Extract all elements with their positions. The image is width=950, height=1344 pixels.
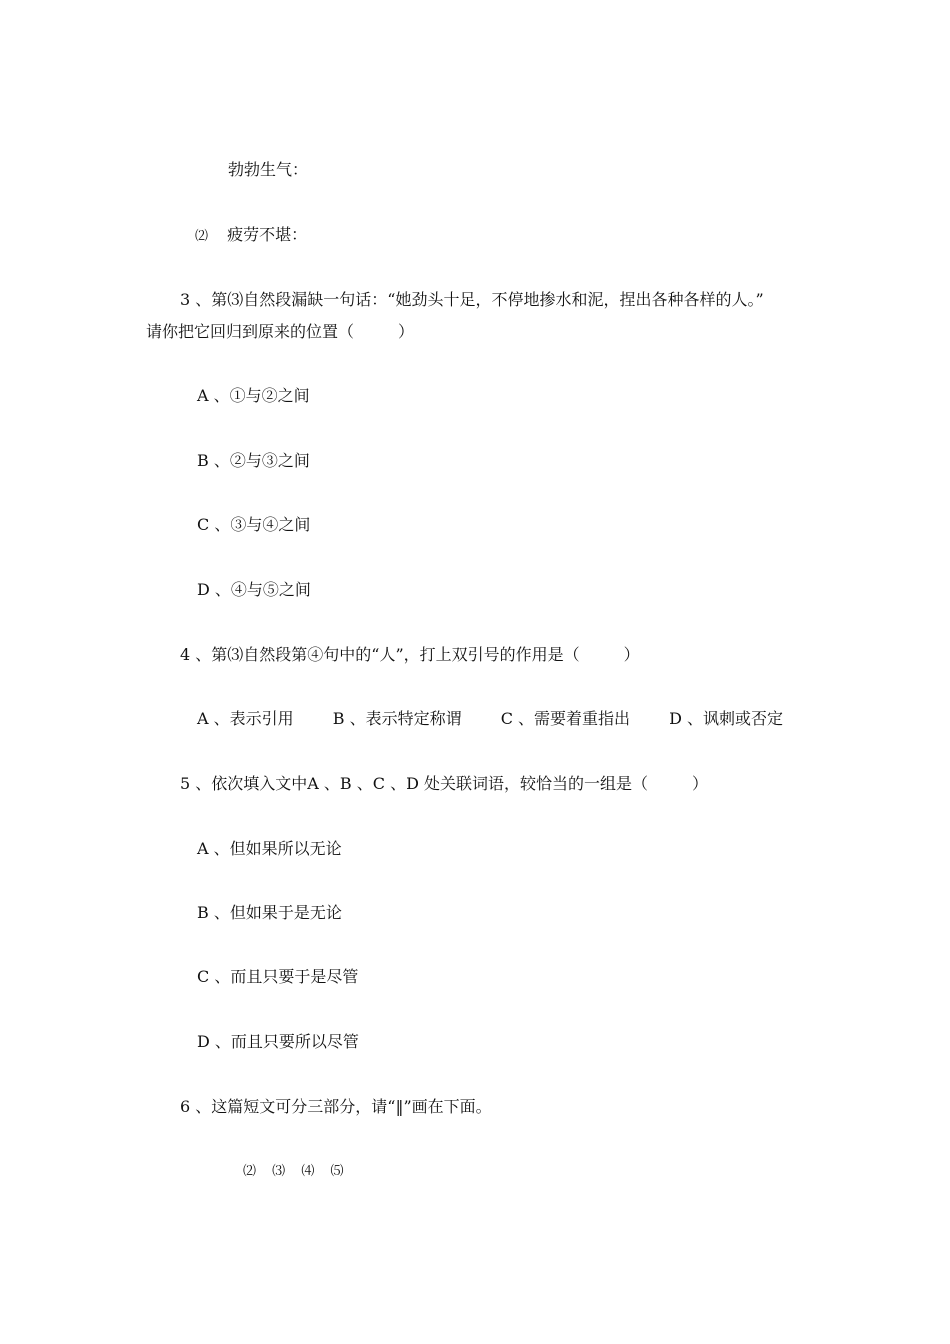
paragraph-marker-4: ⑷	[301, 1164, 315, 1179]
question-4-option-b: B 、表示特定称谓	[332, 709, 462, 728]
question-3-option-d: D 、④与⑤之间	[197, 580, 311, 599]
paragraph-marker-2: ⑵	[243, 1164, 257, 1179]
item-tired-number: ⑵	[195, 229, 209, 244]
question-4-prompt: 4 、第⑶自然段第④句中的“人”，打上双引号的作用是（	[180, 645, 580, 664]
question-5	[180, 774, 708, 794]
question-3-close: ）	[398, 322, 415, 341]
item-tired	[195, 225, 307, 247]
question-4-option-c: C 、需要着重指出	[500, 709, 631, 728]
question-3-line-1: 3 、第⑶自然段漏缺一句话：“她劲头十足，不停地掺水和泥，捏出各种各样的人。”	[180, 290, 764, 309]
item-tired-label: 疲劳不堪：	[227, 225, 308, 244]
question-5-option-c: C 、而且只要于是尽管	[197, 967, 359, 986]
item-vibrant: 勃勃生气：	[228, 160, 309, 179]
question-6: 6 、这篇短文可分三部分，请“‖”画在下面。	[180, 1097, 492, 1116]
question-4-close: ）	[623, 645, 640, 664]
question-5-option-a: A 、但如果所以无论	[197, 839, 342, 858]
question-3-line-2	[146, 322, 414, 342]
paragraph-marker-3: ⑶	[272, 1164, 286, 1179]
question-4-option-d: D 、讽刺或否定	[669, 709, 784, 728]
paragraph-marker-5: ⑸	[330, 1164, 344, 1179]
question-3-option-c: C 、③与④之间	[197, 515, 311, 534]
question-4	[180, 645, 640, 665]
question-5-prompt: 5 、依次填入文中A 、B 、C 、D 处关联词语，较恰当的一组是（	[180, 774, 648, 793]
question-3-option-a: A 、①与②之间	[197, 386, 310, 405]
question-6-parts	[243, 1162, 343, 1182]
question-4-option-a: A 、表示引用	[197, 709, 294, 728]
question-5-option-b: B 、但如果于是无论	[197, 903, 342, 922]
question-5-option-d: D 、而且只要所以尽管	[197, 1032, 359, 1051]
question-3-prompt: 请你把它回归到原来的位置（	[146, 322, 355, 341]
question-3-option-b: B 、②与③之间	[197, 451, 310, 470]
question-5-close: ）	[692, 774, 709, 793]
question-4-options	[197, 709, 783, 729]
